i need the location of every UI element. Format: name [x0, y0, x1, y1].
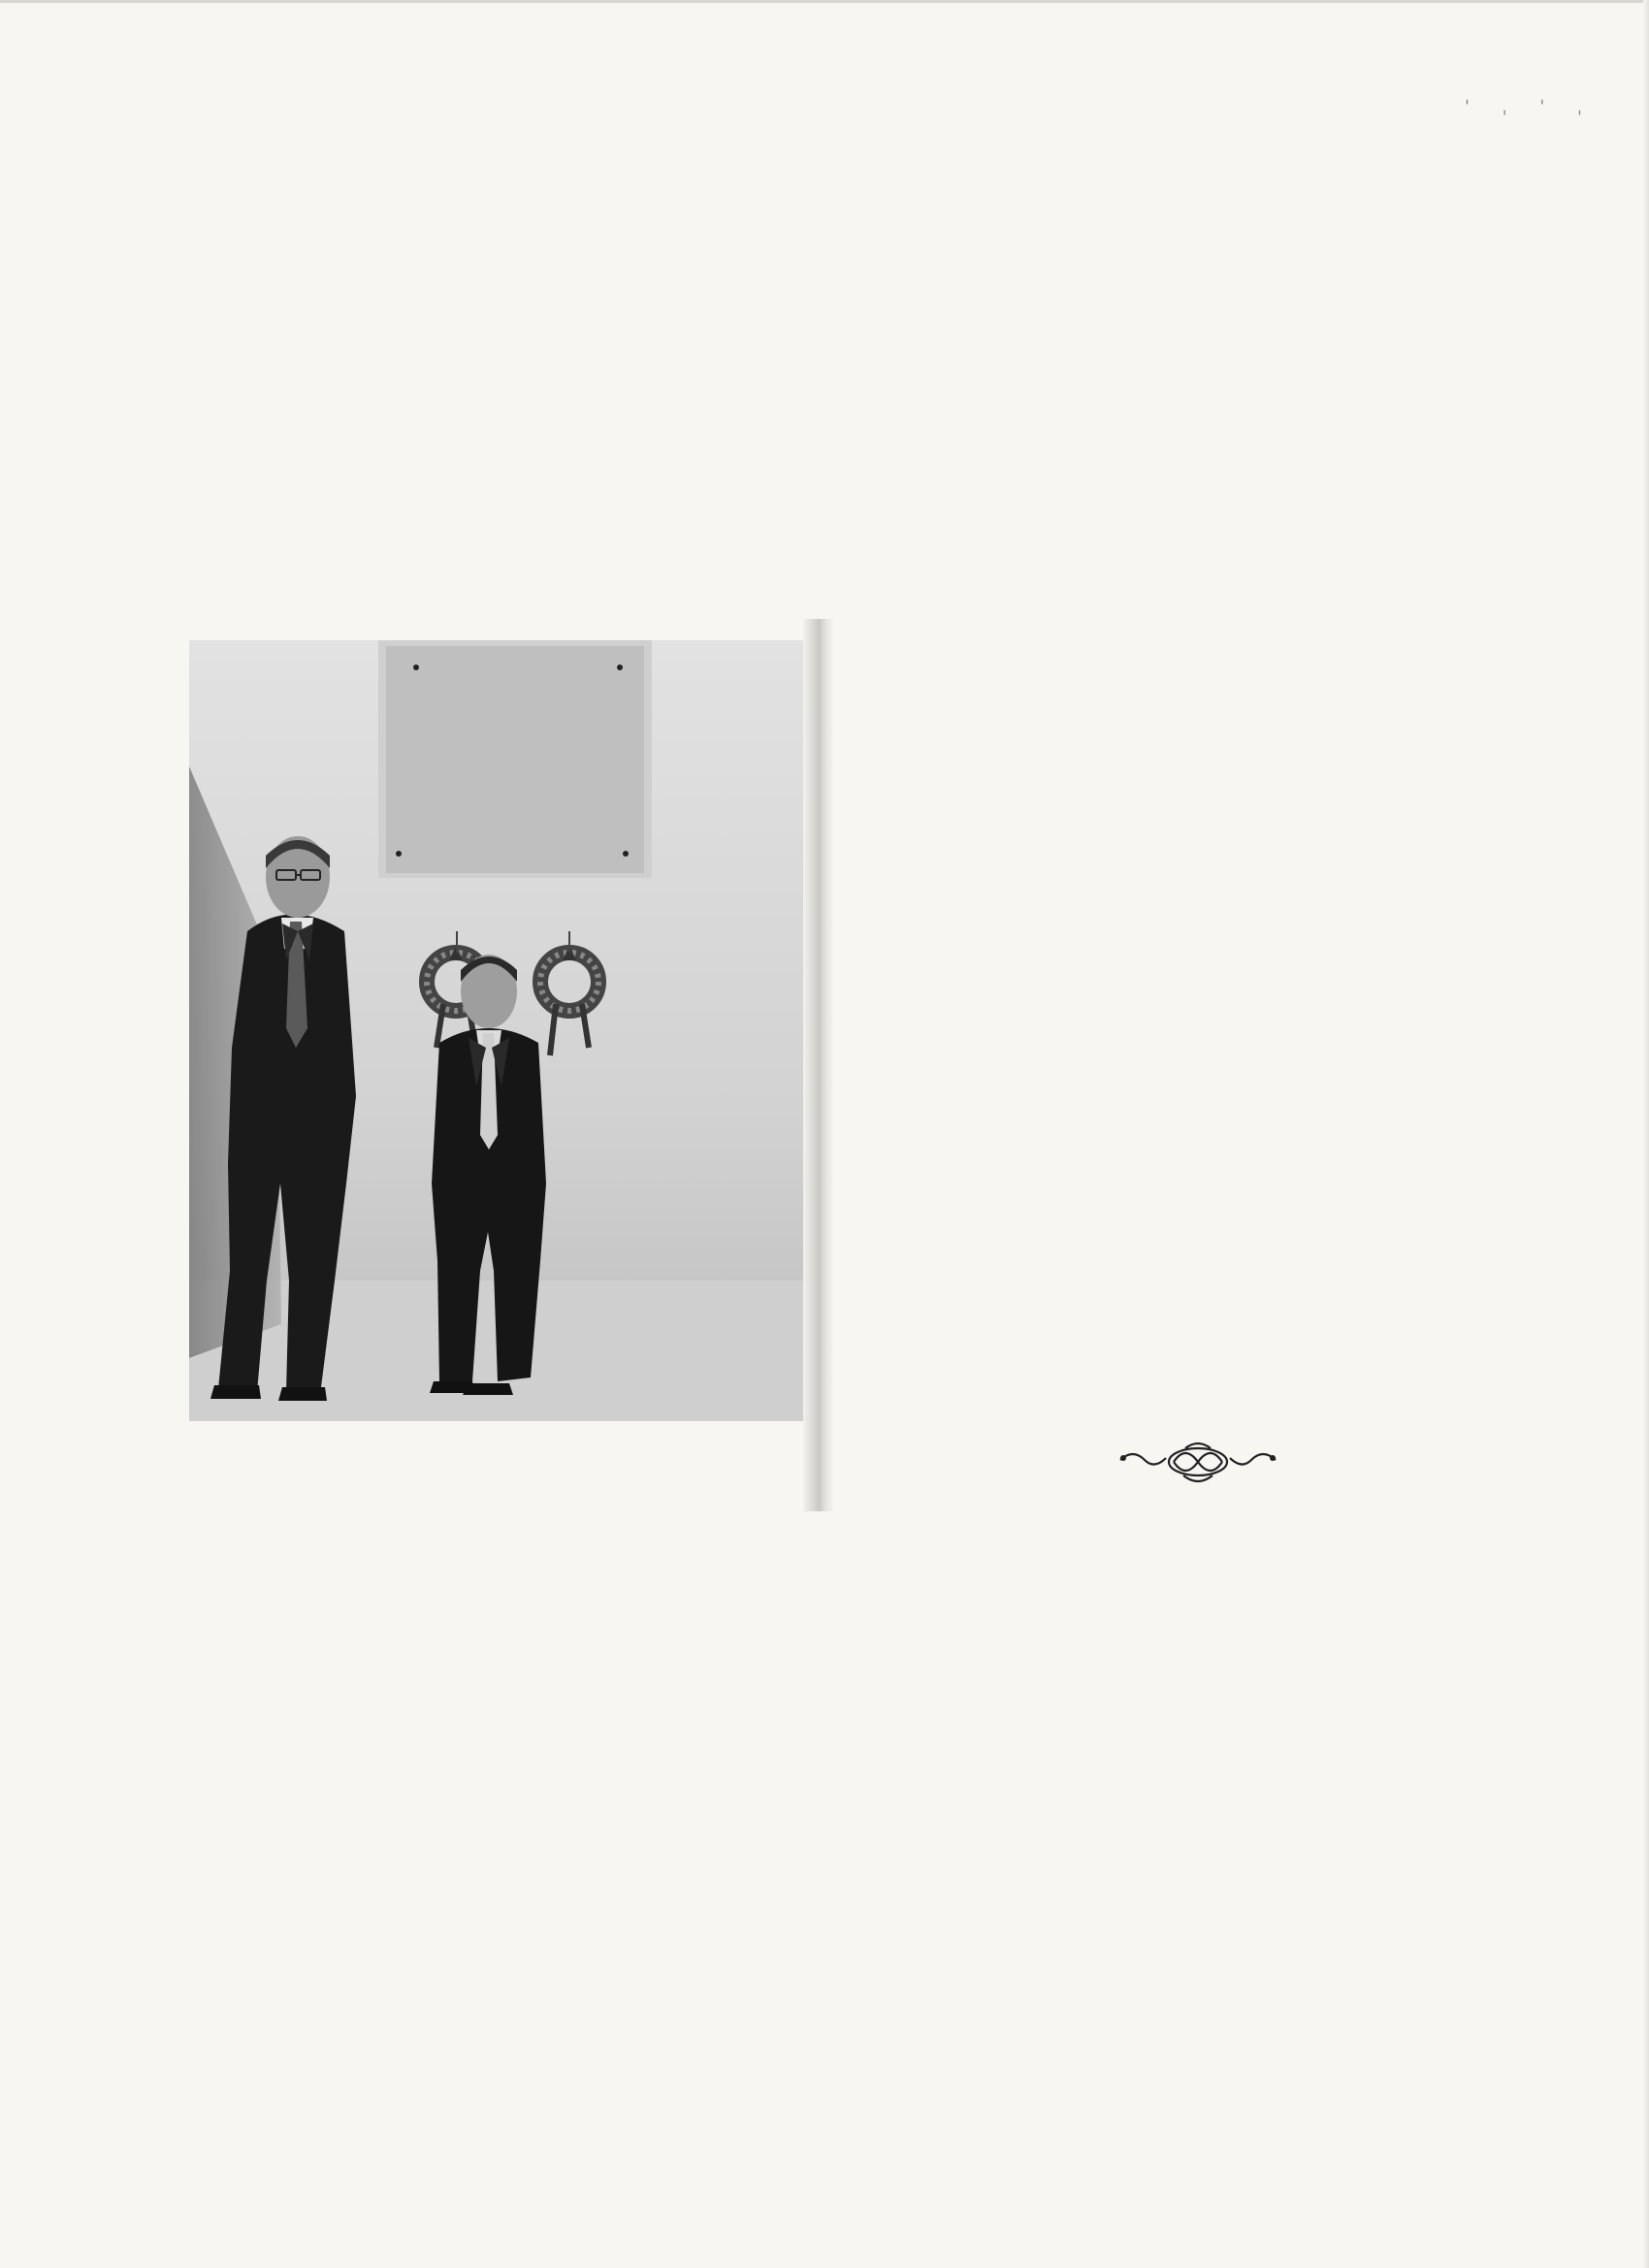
- plaque: [378, 640, 652, 878]
- scan-edge: [0, 0, 1649, 3]
- scan-shadow: [1643, 0, 1649, 2268]
- decorative-ornament: [1116, 1439, 1280, 1487]
- memorial-photo: [189, 640, 818, 1421]
- scan-specks: ˈ ˌ ˈ ˌ: [1465, 97, 1596, 117]
- book-spine-shadow: [803, 619, 832, 1511]
